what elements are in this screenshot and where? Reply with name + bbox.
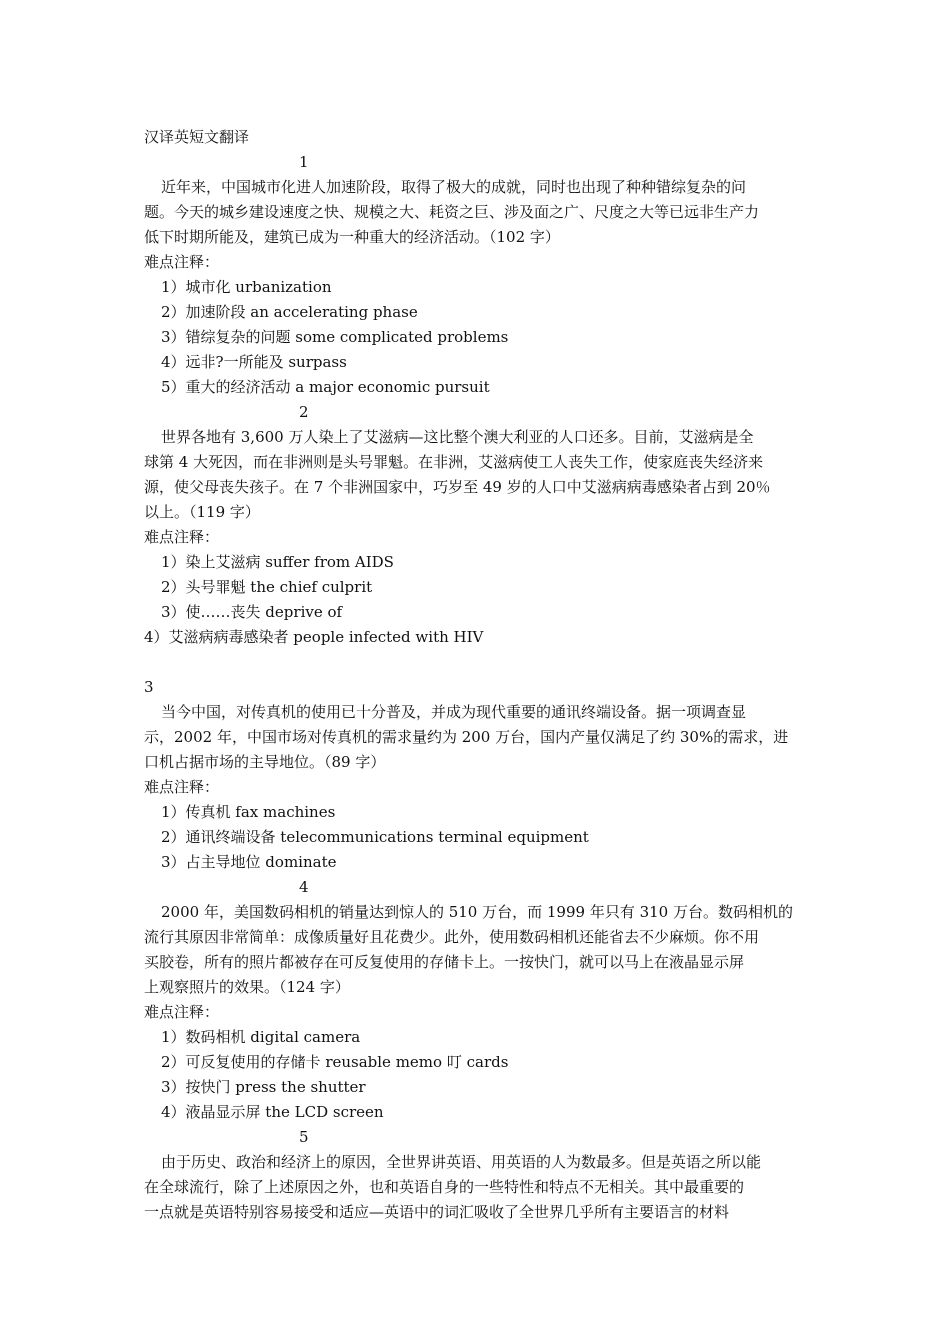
- note-item: 1）染上艾滋病 suffer from AIDS: [161, 553, 394, 571]
- paragraph-line: 一点就是英语特别容易接受和适应—英语中的词汇吸收了全世界几乎所有主要语言的材料: [144, 1203, 730, 1221]
- section-number: 2: [299, 403, 309, 421]
- note-item: 1）数码相机 digital camera: [161, 1028, 361, 1046]
- note-item: 2）头号罪魁 the chief culprit: [161, 578, 373, 596]
- note-item: 3）占主导地位 dominate: [161, 853, 337, 871]
- paragraph-line: 题。今天的城乡建设速度之快、规模之大、耗资之巨、涉及面之广、尺度之大等已远非生产力: [144, 203, 760, 221]
- paragraph-line: 近年来，中国城市化进人加速阶段，取得了极大的成就，同时也出现了种种错综复杂的问: [161, 178, 747, 196]
- paragraph-line: 2000 年，美国数码相机的销量达到惊人的 510 万台，而 1999 年只有 310 万台。数码相机的: [161, 903, 793, 921]
- document-page: [144, 125, 808, 1225]
- section-number: 5: [299, 1128, 309, 1146]
- note-item: 3）错综复杂的问题 some complicated problems: [161, 328, 509, 346]
- paragraph-line: 口机占据市场的主导地位。（89 字）: [144, 753, 386, 771]
- note-item: 1）传真机 fax machines: [161, 803, 336, 821]
- paragraph-line: 由于历史、政治和经济上的原因，全世界讲英语、用英语的人为数最多。但是英语之所以能: [161, 1153, 762, 1171]
- paragraph-line: 世界各地有 3,600 万人染上了艾滋病—这比整个澳大利亚的人口还多。目前，艾滋病是全: [161, 428, 754, 446]
- paragraph-line: 球第 4 大死因，而在非洲则是头号罪魁。在非洲，艾滋病使工人丧失工作，使家庭丧失经济来: [144, 453, 764, 471]
- paragraph-line: 以上。（119 字）: [144, 503, 260, 521]
- note-item: 4）液晶显示屏 the LCD screen: [161, 1103, 384, 1121]
- note-item: 2）通讯终端设备 telecommunications terminal equipment: [161, 828, 589, 846]
- note-item: 3）按快门 press the shutter: [161, 1078, 366, 1096]
- paragraph-line: 流行其原因非常简单：成像质量好且花费少。此外，使用数码相机还能省去不少麻烦。你不用: [144, 928, 760, 946]
- note-item: 3）使……丧失 deprive of: [161, 603, 343, 621]
- paragraph-line: 在全球流行，除了上述原因之外，也和英语自身的一些特性和特点不无相关。其中最重要的: [144, 1178, 745, 1196]
- paragraph-line: 买胶卷，所有的照片都被存在可反复使用的存储卡上。一按快门，就可以马上在液晶显示屏: [144, 953, 745, 971]
- paragraph-line: 源，使父母丧失孩子。在 7 个非洲国家中，巧岁至 49 岁的人口中艾滋病病毒感染者占到 20％: [144, 478, 771, 496]
- notes-label: 难点注释：: [144, 778, 220, 796]
- note-item: 2）可反复使用的存储卡 reusable memo 叮 cards: [161, 1053, 509, 1071]
- paragraph-line: 低下时期所能及，建筑已成为一种重大的经济活动。（102 字）: [144, 228, 560, 246]
- notes-label: 难点注释：: [144, 1003, 220, 1021]
- note-item: 1）城市化 urbanization: [161, 278, 332, 296]
- paragraph-line: 上观察照片的效果。（124 字）: [144, 978, 350, 996]
- section-number: 4: [299, 878, 309, 896]
- document-title: 汉译英短文翻译: [144, 128, 250, 146]
- note-item: 5）重大的经济活动 a major economic pursuit: [161, 378, 490, 396]
- blank-line: [144, 650, 808, 675]
- notes-label: 难点注释：: [144, 528, 220, 546]
- notes-label: 难点注释：: [144, 253, 220, 271]
- paragraph-line: 示，2002 年，中国市场对传真机的需求量约为 200 万台，国内产量仅满足了约 30%的需求，进: [144, 728, 789, 746]
- note-item: 4）远非?一所能及 surpass: [161, 353, 347, 371]
- section-number: 3: [144, 678, 154, 696]
- paragraph-line: 当今中国，对传真机的使用已十分普及，并成为现代重要的通讯终端设备。据一项调查显: [161, 703, 747, 721]
- section-number: 1: [299, 153, 309, 171]
- note-item: 2）加速阶段 an accelerating phase: [161, 303, 418, 321]
- note-item: 4）艾滋病病毒感染者 people infected with HIV: [144, 628, 484, 646]
